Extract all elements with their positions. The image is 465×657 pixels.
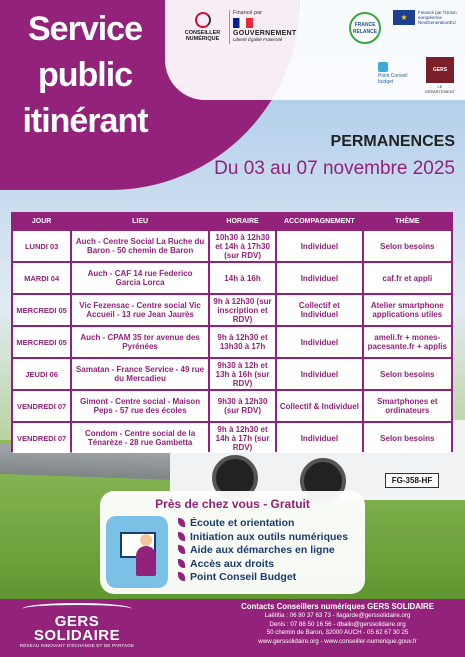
- departement-icon: GERS: [426, 57, 454, 83]
- cell-accompagnement: Collectif et Individuel: [277, 295, 361, 325]
- title-line-3: itinérant: [22, 102, 148, 140]
- point-budget-logo: Point Conseil budget: [378, 62, 418, 85]
- header-horaire: HORAIRE: [226, 218, 259, 225]
- computer-user-illustration: [106, 516, 168, 588]
- cell-accompagnement: Individuel: [277, 231, 361, 261]
- services-list: [178, 517, 348, 585]
- cell-horaire: 10h30 à 12h30 et 14h à 17h30 (sur RDV): [210, 231, 275, 261]
- table-row: [13, 231, 451, 261]
- cell-theme: ameli.fr + mones-pacesante.fr + applis: [364, 327, 451, 357]
- schedule-table: [11, 212, 453, 452]
- point-budget-icon: [378, 62, 388, 72]
- cell-lieu: Auch - CPAM 35 ter avenue des Pyrénées: [72, 327, 208, 357]
- cell-accompagnement: Individuel: [277, 359, 361, 389]
- table-row: [13, 327, 451, 357]
- cell-lieu: Auch - Centre Social La Ruche du Baron - 50 chemin de Baron: [72, 231, 208, 261]
- cell-theme: Selon besoins: [364, 231, 451, 261]
- list-item: Écoute et orientation: [178, 517, 348, 531]
- title-line-1: Service: [28, 10, 142, 48]
- list-item: Aide aux démarches en ligne: [178, 544, 348, 558]
- table-row: [13, 295, 451, 325]
- cell-jour: VENDREDI 07: [13, 391, 70, 421]
- cell-jour: JEUDI 06: [13, 359, 70, 389]
- page-title: [0, 6, 170, 144]
- leaf-bullet-icon: [178, 518, 185, 527]
- website-line: www.gerssolidaire.org - www.conseiller-numerique.gouv.fr: [258, 637, 417, 645]
- cell-horaire: 9h30 à 12h30 (sur RDV): [210, 391, 275, 421]
- services-title: Près de chez vous - Gratuit: [155, 497, 310, 511]
- france-relance-logo: FRANCE RELANCE: [349, 12, 381, 44]
- table-row: [13, 391, 451, 421]
- gers-solidaire-logo: GERS SOLIDAIRE RÉSEAU INNOVANT D'ÉCHANGE ET DE PARTAGE: [12, 603, 142, 648]
- person-head: [140, 534, 152, 546]
- table-row: [13, 263, 451, 293]
- header-theme: THÈME: [395, 218, 420, 225]
- cell-lieu: Gimont - Centre social - Maison Peps - 57 rue des écoles: [72, 391, 208, 421]
- departement-logo: GERS LE DÉPARTEMENT: [424, 57, 456, 94]
- cell-jour: MERCREDI 05: [13, 295, 70, 325]
- cell-jour: MARDI 04: [13, 263, 70, 293]
- leaf-bullet-icon: [178, 559, 185, 568]
- cell-theme: Selon besoins: [364, 423, 451, 453]
- list-item: Point Conseil Budget: [178, 571, 348, 585]
- eu-flag-icon: ★: [393, 10, 415, 25]
- person-icon: [136, 546, 156, 576]
- cell-accompagnement: Individuel: [277, 423, 361, 453]
- contact-line: Denis : 07 88 50 16 56 - dbailo@gerssolidaire.org: [269, 620, 406, 628]
- cell-accompagnement: Individuel: [277, 327, 361, 357]
- cell-lieu: Vic Fezensac - Centre social Vic Accueil - 13 rue Jean Jaurès: [72, 295, 208, 325]
- cell-horaire: 9h à 12h30 (sur inscription et RDV): [210, 295, 275, 325]
- header-lieu: LIEU: [132, 218, 149, 225]
- cell-accompagnement: Individuel: [277, 263, 361, 293]
- table-row: [13, 423, 451, 453]
- cell-theme: Atelier smartphone applications utiles: [364, 295, 451, 325]
- leaf-bullet-icon: [178, 545, 185, 554]
- date-range: Du 03 au 07 novembre 2025: [214, 158, 455, 179]
- license-plate: FG-358-HF: [385, 473, 439, 488]
- cell-theme: caf.fr et appli: [364, 263, 451, 293]
- cell-lieu: Samatan - France Service - 49 rue du Mercadieu: [72, 359, 208, 389]
- contact-line: Laëtitia : 06 80 37 63 73 - llagarde@gerssolidaire.org: [264, 612, 411, 619]
- cell-theme: Smartphones et ordinateurs: [364, 391, 451, 421]
- conseiller-numerique-icon: [195, 12, 211, 28]
- conseiller-numerique-logo: CONSEILLER NUMÉRIQUE: [180, 12, 225, 42]
- list-item: Accès aux droits: [178, 558, 348, 572]
- address-line: 50 chemin de Baron, 32000 AUCH - 05 62 67 30 25: [266, 629, 409, 637]
- cell-jour: VENDREDI 07: [13, 423, 70, 453]
- contacts-title: Contacts Conseillers numériques GERS SOLIDAIRE: [241, 602, 434, 611]
- permanences-heading: PERMANENCES: [330, 133, 455, 150]
- leaf-bullet-icon: [178, 532, 185, 541]
- table-row: [13, 359, 451, 389]
- eu-logo: ★ Financé par l'Union européenne NextGenerationEU: [393, 10, 463, 25]
- cell-jour: MERCREDI 05: [13, 327, 70, 357]
- header-jour: JOUR: [31, 218, 52, 225]
- logo-divider: [229, 10, 230, 44]
- cell-lieu: Condom - Centre social de la Ténarèze - 28 rue Gambetta: [72, 423, 208, 453]
- cell-horaire: 9h30 à 12h et 13h à 16h (sur RDV): [210, 359, 275, 389]
- cell-horaire: 9h à 12h30 et 14h à 17h (sur RDV): [210, 423, 275, 453]
- title-line-2: public: [37, 56, 133, 94]
- cell-theme: Selon besoins: [364, 359, 451, 389]
- contacts-block: [215, 602, 460, 646]
- french-flag-icon: [233, 18, 253, 28]
- header-accompagnement: ACCOMPAGNEMENT: [284, 218, 355, 225]
- cell-jour: LUNDI 03: [13, 231, 70, 261]
- services-box: [100, 491, 365, 594]
- leaf-bullet-icon: [178, 572, 185, 581]
- cell-lieu: Auch - CAF 14 rue Federico Garcia Lorca: [72, 263, 208, 293]
- cell-horaire: 14h à 16h: [210, 263, 275, 293]
- cell-horaire: 9h à 12h30 et 13h30 à 17h: [210, 327, 275, 357]
- list-item: Initiation aux outils numériques: [178, 531, 348, 545]
- cell-accompagnement: Collectif & Individuel: [277, 391, 361, 421]
- gouvernement-logo: Financé par GOUVERNEMENT Liberté Égalité Fraternité: [233, 10, 297, 42]
- footer: [0, 599, 465, 657]
